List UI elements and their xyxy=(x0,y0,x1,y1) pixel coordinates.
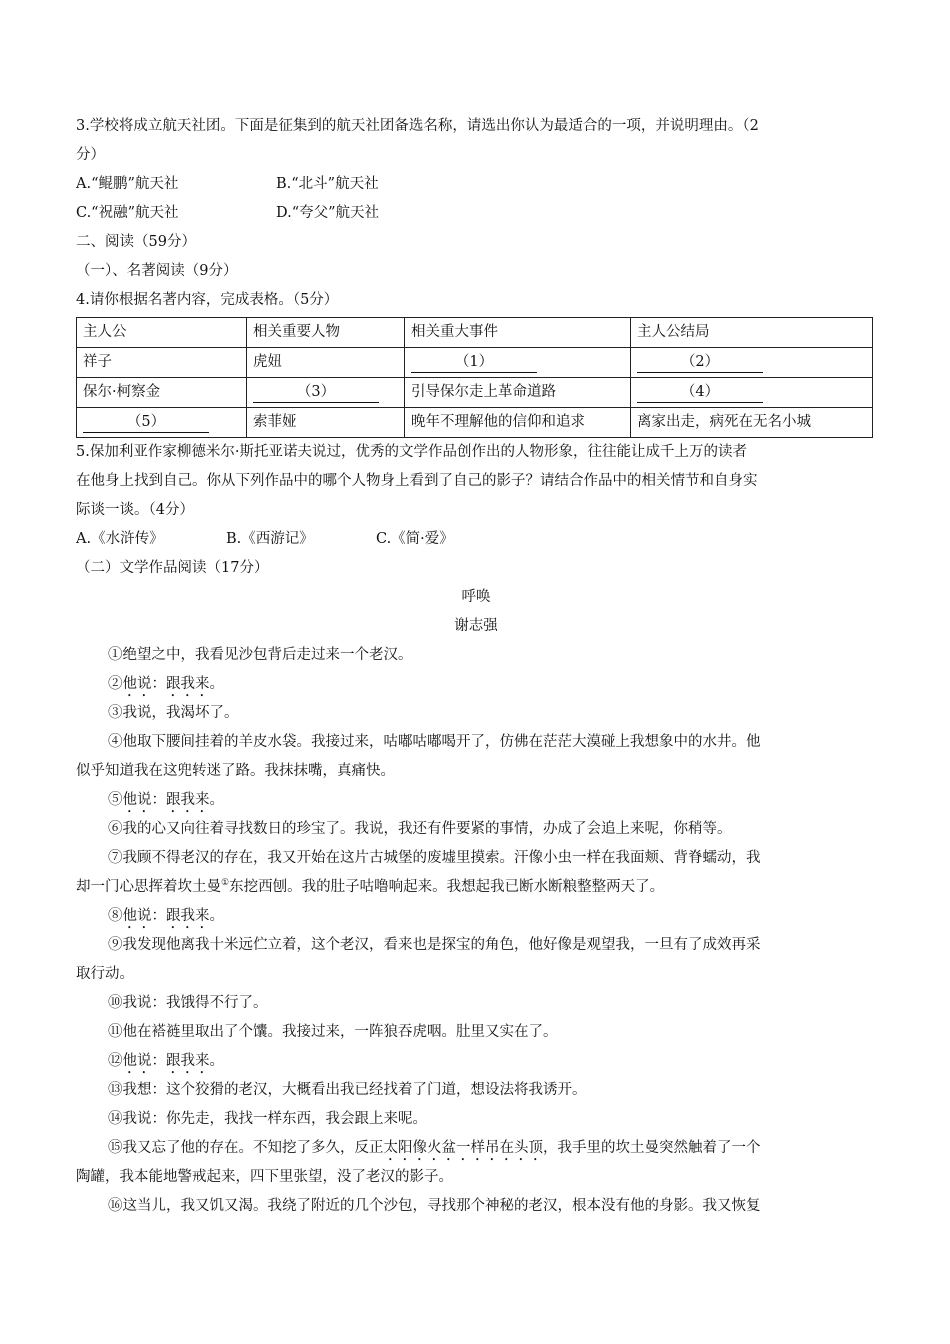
table-cell xyxy=(631,378,873,408)
table-row xyxy=(77,408,873,438)
text: 却一门心思挥着坎土曼 xyxy=(76,879,221,895)
paragraph-6: ⑥我的心又向往着寻找数日的珍宝了。我说，我还有件要紧的事情，办成了会追上来呢，你稍等。 xyxy=(108,821,732,837)
q3-options-row1 xyxy=(76,170,876,199)
blank-2: （2） xyxy=(637,352,763,373)
paragraph-number: ② xyxy=(108,676,123,692)
table-cell: 保尔·柯察金 xyxy=(77,378,247,408)
table-cell: 晚年不理解他的信仰和追求 xyxy=(405,408,631,438)
q3-option-d: D.“夸父”航天社 xyxy=(276,205,380,221)
paragraph-9-line2: 取行动。 xyxy=(76,966,134,982)
paragraph-number: ⑫ xyxy=(108,1053,123,1069)
q3-option-c: C.“祝融”航天社 xyxy=(76,205,179,221)
punctuation: 。 xyxy=(209,1053,224,1069)
table-header: 相关重大事件 xyxy=(405,318,631,348)
table-header: 主人公 xyxy=(77,318,247,348)
table-cell: 离家出走，病死在无名小城 xyxy=(631,408,873,438)
paragraph-12 xyxy=(76,1047,876,1076)
blank-3: （3） xyxy=(253,382,379,403)
q4-stem: 4.请你根据名著内容，完成表格。（5分） xyxy=(76,292,339,308)
table-cell: 祥子 xyxy=(77,348,247,378)
table-cell: 索菲娅 xyxy=(247,408,405,438)
q5-option-a: A.《水浒传》 xyxy=(76,531,164,547)
paragraph-15-line2: 陶罐，我本能地警戒起来，四下里张望，没了老汉的影子。 xyxy=(76,1169,453,1185)
article-author: 谢志强 xyxy=(454,618,498,634)
article-title: 呼唤 xyxy=(461,589,491,605)
paragraph-13: ⑬我想：这个狡猾的老汉，大概看出我已经找着了门道，想设法将我诱开。 xyxy=(108,1082,587,1098)
table-header-row xyxy=(77,318,873,348)
emphasized-text: 他说：跟我来 xyxy=(122,1053,210,1069)
q3-option-a: A.“鲲鹏”航天社 xyxy=(76,176,179,192)
emphasized-text: 太阳像火盆一样吊在头顶 xyxy=(383,1140,543,1156)
q5-option-b: B.《西游记》 xyxy=(226,531,314,547)
q5-line3: 际谈一谈。（4分） xyxy=(76,502,194,518)
punctuation: 。 xyxy=(209,676,224,692)
q3-stem-line1: 3.学校将成立航天社团。下面是征集到的航天社团备选名称，请选出你认为最适合的一项，并说明理由。（2 xyxy=(76,118,759,134)
paragraph-10: ⑩我说：我饿得不行了。 xyxy=(108,995,268,1011)
table-row xyxy=(77,348,873,378)
table-header: 相关重要人物 xyxy=(247,318,405,348)
emphasized-text: 他说：跟我来 xyxy=(122,908,210,924)
q3-stem-line2: 分） xyxy=(76,147,105,163)
emphasized-text: 他说：跟我来 xyxy=(122,676,210,692)
paragraph-4-line2: 似乎知道我在这兜转迷了路。我抹抹嘴，真痛快。 xyxy=(76,763,395,779)
text: ，我手里的坎土曼突然触着了一个 xyxy=(543,1140,761,1156)
q5-options xyxy=(76,525,876,554)
paragraph-number: ⑧ xyxy=(108,908,123,924)
paragraph-5 xyxy=(76,786,876,815)
paragraph-number: ⑤ xyxy=(108,792,123,808)
blank-4: （4） xyxy=(637,382,763,403)
text: 东挖西刨。我的肚子咕噜响起来。我想起我已断水断粮整整两天了。 xyxy=(229,879,665,895)
paragraph-7-line2 xyxy=(76,873,876,902)
paragraph-2 xyxy=(76,670,876,699)
punctuation: 。 xyxy=(209,792,224,808)
emphasized-text: 他说：跟我来 xyxy=(122,792,210,808)
table-row xyxy=(77,378,873,408)
table-cell xyxy=(631,348,873,378)
paragraph-11: ⑪他在褡裢里取出了个馕。我接过来，一阵狼吞虎咽。肚里又实在了。 xyxy=(108,1024,558,1040)
part2-title: （二）文学作品阅读（17分） xyxy=(76,560,269,576)
paragraph-15-line1 xyxy=(76,1134,876,1163)
paragraph-16: ⑯这当儿，我又饥又渴。我绕了附近的几个沙包，寻找那个神秘的老汉，根本没有他的身影。我又恢复 xyxy=(108,1198,761,1214)
paragraph-14: ⑭我说：你先走，我找一样东西，我会跟上来呢。 xyxy=(108,1111,427,1127)
table-header: 主人公结局 xyxy=(631,318,873,348)
punctuation: 。 xyxy=(209,908,224,924)
paragraph-3: ③我说，我渴坏了。 xyxy=(108,705,239,721)
q5-line1: 5.保加利亚作家柳德米尔·斯托亚诺夫说过，优秀的文学作品创作出的人物形象，往往能让成千上万的读者 xyxy=(76,444,747,460)
text: ⑮我又忘了他的存在。不知挖了多久，反正 xyxy=(108,1140,384,1156)
paragraph-8 xyxy=(76,902,876,931)
q4-table xyxy=(76,317,873,438)
q5-option-c: C.《简·爱》 xyxy=(376,531,454,547)
paragraph-4-line1: ④他取下腰间挂着的羊皮水袋。我接过来，咕嘟咕嘟喝开了，仿佛在茫茫大漠碰上我想象中的水井。他 xyxy=(108,734,761,750)
table-cell xyxy=(247,378,405,408)
section2-title: 二、阅读（59分） xyxy=(76,234,196,250)
footnote-marker: ① xyxy=(221,878,230,889)
paragraph-7-line1: ⑦我顾不得老汉的存在，我又开始在这片古城堡的废墟里摸索。汗像小虫一样在我面颊、背脊蠕动，我 xyxy=(108,850,761,866)
table-cell: 引导保尔走上革命道路 xyxy=(405,378,631,408)
table-cell xyxy=(405,348,631,378)
blank-5: （5） xyxy=(83,412,209,433)
q3-options-row2 xyxy=(76,199,876,228)
q5-line2: 在他身上找到自己。你从下列作品中的哪个人物身上看到了自己的影子？请结合作品中的相关情节和自身实 xyxy=(76,473,758,489)
q3-option-b: B.“北斗”航天社 xyxy=(276,176,379,192)
exam-page xyxy=(76,112,876,1221)
blank-1: （1） xyxy=(411,352,537,373)
part1-title: （一）、名著阅读（9分） xyxy=(76,263,238,279)
table-cell: 虎妞 xyxy=(247,348,405,378)
table-cell xyxy=(77,408,247,438)
paragraph-9-line1: ⑨我发现他离我十米远伫立着，这个老汉，看来也是探宝的角色，他好像是观望我，一旦有了成效再采 xyxy=(108,937,761,953)
paragraph-1: ①绝望之中，我看见沙包背后走过来一个老汉。 xyxy=(108,647,413,663)
